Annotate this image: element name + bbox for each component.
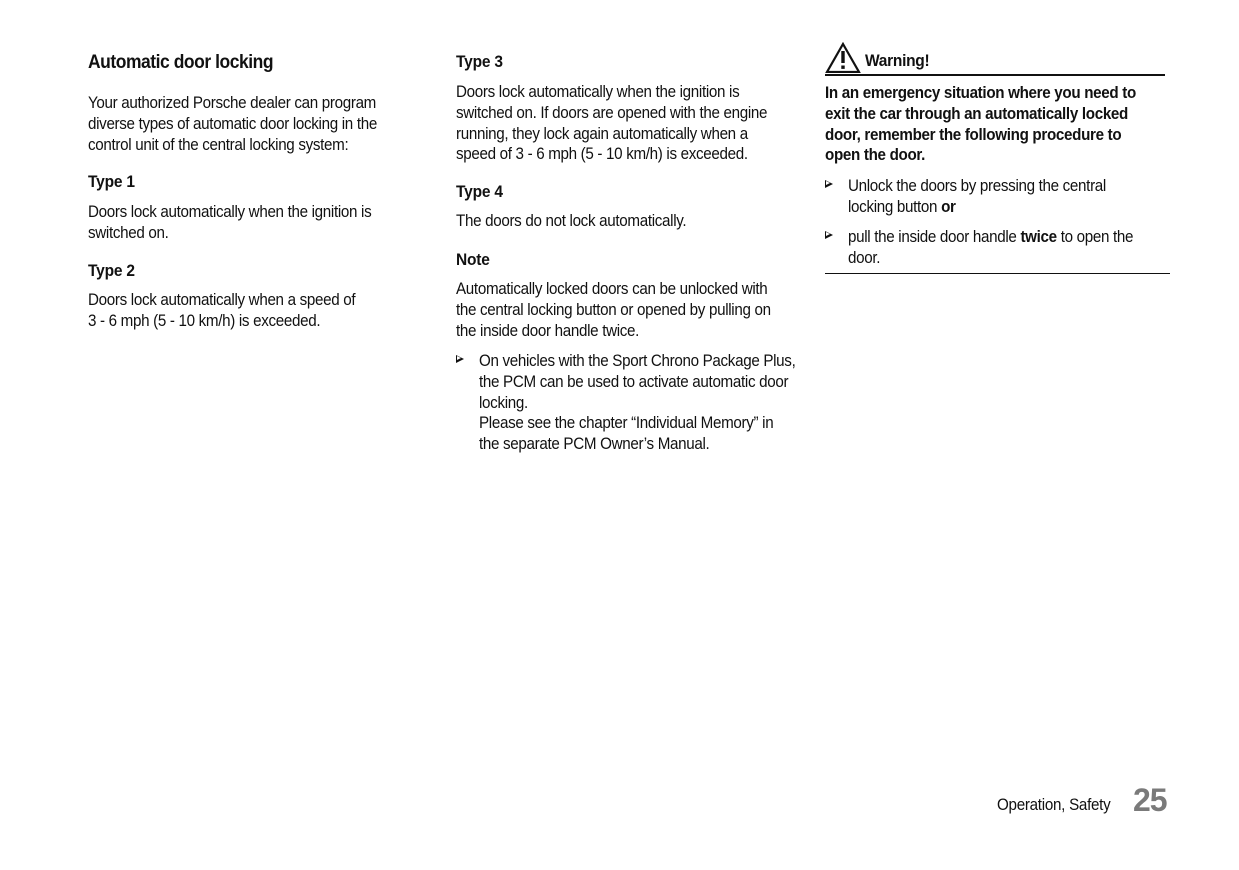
note-bullet-text [479, 351, 796, 455]
bullet-triangle-icon [825, 180, 833, 188]
type-2-heading: Type 2 [88, 262, 135, 280]
warning-label: Warning! [865, 52, 930, 70]
type-2-body-line-2: 3 - 6 mph (5 - 10 km/h) is exceeded. [88, 311, 321, 330]
page-title: Automatic door locking [88, 52, 274, 73]
page-number: 25 [1133, 782, 1167, 818]
type-1-heading: Type 1 [88, 173, 135, 191]
type-3-heading: Type 3 [456, 53, 503, 71]
warning-triangle-icon [825, 42, 861, 73]
warning-step-1-emphasis: or [941, 197, 956, 216]
type-2-body [88, 290, 392, 332]
footer-section-label: Operation, Safety [997, 796, 1111, 814]
bullet-triangle-icon [825, 231, 833, 239]
warning-header [825, 40, 1165, 76]
note-bullet-part-1: On vehicles with the Sport Chrono Package Plus, the PCM can be used to activate automatic door locking. [479, 352, 796, 412]
type-4-heading: Type 4 [456, 183, 503, 201]
note-bullet-part-2: Please see the chapter “Individual Memory” in the separate PCM Owner’s Manual. [479, 414, 774, 454]
intro-paragraph: Your authorized Porsche dealer can program diverse types of automatic door locking in the control unit of the central locking system: [88, 94, 377, 154]
warning-step-2-before: pull the inside door handle [848, 228, 1021, 246]
warning-step-1-text [848, 176, 1142, 218]
bullet-triangle-icon [456, 355, 464, 363]
warning-step-2-text [848, 227, 1156, 269]
warning-end-rule [825, 273, 1170, 274]
warning-step-2-after: to open the door. [848, 228, 1134, 267]
type-2-body-line-1: Doors lock automatically when a speed of [88, 291, 356, 309]
note-heading: Note [456, 251, 490, 269]
type-4-body: The doors do not lock automatically. [456, 212, 687, 230]
warning-step-2-emphasis: twice [1020, 228, 1057, 246]
type-1-body: Doors lock automatically when the ignition is switched on. [88, 203, 372, 242]
warning-text: In an emergency situation where you need to exit the car through an automatically locked door, remember the following procedure to open the door. [825, 84, 1136, 165]
note-body: Automatically locked doors can be unlocked with the central locking button or opened by pulling on the inside door handle twice. [456, 280, 771, 340]
type-3-body: Doors lock automatically when the ignition is switched on. If doors are opened with the engine running, they lock again automatically when a speed of 3 - 6 mph (5 - 10 km/h) is exceeded. [456, 83, 768, 164]
warning-step-1-main: Unlock the doors by pressing the central locking button [848, 177, 1106, 216]
